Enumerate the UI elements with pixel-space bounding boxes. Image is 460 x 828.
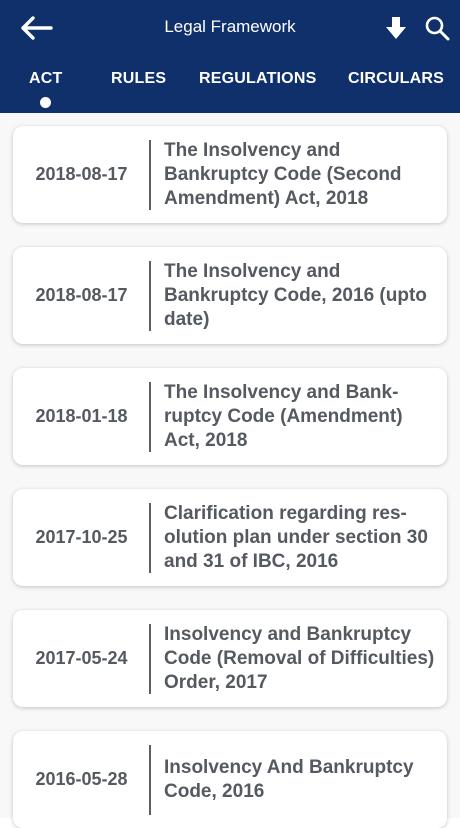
app-bar — [0, 0, 460, 113]
tab-circulars[interactable]: CIRCULARS — [348, 70, 445, 87]
download-arrow-icon — [384, 15, 408, 41]
toolbar — [0, 0, 460, 56]
item-title: The Insolvency and Bankruptcy Code, 2016 (upto date) — [164, 260, 427, 330]
item-date: 2018-08-17 — [35, 164, 128, 184]
tab-regulations[interactable]: REGULATIONS — [199, 70, 317, 87]
page-title: Legal Framework — [164, 17, 296, 36]
item-title: Insolvency and Bankruptcy Code (Removal of Difficulties) Order, 2017 — [164, 623, 435, 693]
search-icon — [424, 15, 450, 41]
list-item[interactable] — [13, 368, 447, 465]
item-title: Insolvency And Bankruptcy Code, 2016 — [164, 756, 414, 802]
item-date: 2016-05-28 — [35, 769, 128, 789]
item-divider — [149, 261, 151, 331]
act-list[interactable] — [0, 113, 460, 818]
item-title: Clarification regarding res-olution plan under section 30 and 31 of IBC, 2016 — [164, 502, 428, 572]
item-title: The Insolvency and Bankruptcy Code (Second Amendment) Act, 2018 — [164, 139, 402, 209]
item-date: 2018-08-17 — [35, 285, 128, 305]
tab-rules[interactable]: RULES — [111, 70, 167, 87]
item-divider — [149, 624, 151, 694]
list-item[interactable] — [13, 610, 447, 707]
tab-bar — [0, 56, 460, 113]
tab-act[interactable]: ACT — [29, 70, 63, 87]
item-date: 2017-05-24 — [35, 648, 128, 668]
active-tab-indicator — [40, 97, 51, 108]
item-title: The Insolvency and Bank-ruptcy Code (Amendment) Act, 2018 — [164, 381, 403, 451]
list-item[interactable] — [13, 247, 447, 344]
list-item[interactable] — [13, 489, 447, 586]
item-date: 2018-01-18 — [35, 406, 128, 426]
item-divider — [149, 140, 151, 210]
list-item[interactable] — [13, 126, 447, 223]
item-date: 2017-10-25 — [35, 527, 128, 547]
item-divider — [149, 382, 151, 452]
download-button[interactable] — [380, 10, 412, 46]
list-item[interactable] — [13, 731, 447, 828]
item-divider — [149, 503, 151, 573]
search-button[interactable] — [420, 10, 454, 46]
item-divider — [149, 745, 151, 815]
